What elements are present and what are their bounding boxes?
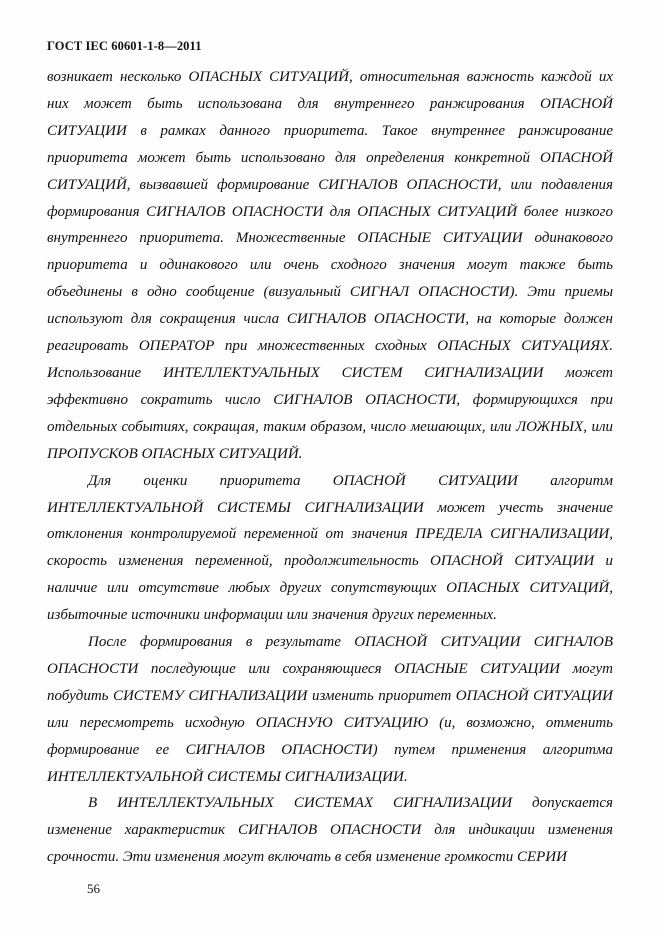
paragraph-continued: возникает несколько ОПАСНЫХ СИТУАЦИЙ, относительная важность каждой их них может быть использована для внутреннего ранжирования ОПАСНОЙ СИТУАЦИИ в рамках данного приоритета. Такое внутреннее ранжирование приоритета может быть использовано для определения конкретной ОПАСНОЙ СИТУАЦИЙ, вызвавшей формирование СИГНАЛОВ ОПАСНОСТИ, или подавления формирования СИГНАЛОВ ОПАСНОСТИ для ОПАСНЫХ СИТУАЦИЙ более низкого внутреннего приоритета. Множественные ОПАСНЫЕ СИТУАЦИИ одинакового приоритета и одинакового или очень сходного значения могут также быть объединены в одно сообщение (визуальный СИГНАЛ ОПАСНОСТИ). Эти приемы используют для сокращения числа СИГНАЛОВ ОПАСНОСТИ, на которые должен реагировать ОПЕРАТОР при множественных сходных ОПАСНЫХ СИТУАЦИЯХ. Использование ИНТЕЛЛЕКТУАЛЬНЫХ СИСТЕМ СИГНАЛИЗАЦИИ может эффективно сократить число СИГНАЛОВ ОПАСНОСТИ, формирующихся при отдельных событиях, сокращая, таким образом, число мешающих, или ЛОЖНЫХ, или ПРОПУСКОВ ОПАСНЫХ СИТУАЦИЙ. — [47, 69, 613, 462]
paragraph-intelligent-systems: В ИНТЕЛЛЕКТУАЛЬНЫХ СИСТЕМАХ СИГНАЛИЗАЦИИ допускается изменение характеристик СИГНАЛОВ ОПАСНОСТИ для индикации изменения срочности. Эти изменения могут включать в себя изменение громкости СЕРИИ — [47, 795, 613, 866]
page-number: 56 — [87, 881, 100, 896]
paragraph-after-signal-formation: После формирования в результате ОПАСНОЙ СИТУАЦИИ СИГНАЛОВ ОПАСНОСТИ последующие или сохраняющиеся ОПАСНЫЕ СИТУАЦИИ могут побудить СИСТЕМУ СИГНАЛИЗАЦИИ изменить приоритет ОПАСНОЙ СИТУАЦИИ или пересмотреть исходную ОПАСНУЮ СИТУАЦИЮ (и, возможно, отменить формирование ее СИГНАЛОВ ОПАСНОСТИ) путем применения алгоритма ИНТЕЛЛЕКТУАЛЬНОЙ СИСТЕМЫ СИГНАЛИЗАЦИИ. — [47, 634, 613, 785]
standard-header: ГОСТ IEC 60601-1-8—2011 — [47, 39, 202, 53]
document-body — [47, 64, 613, 871]
paragraph-priority-assessment: Для оценки приоритета ОПАСНОЙ СИТУАЦИИ алгоритм ИНТЕЛЛЕКТУАЛЬНОЙ СИСТЕМЫ СИГНАЛИЗАЦИИ может учесть значение отклонения контролируемой переменной от значения ПРЕДЕЛА СИГНАЛИЗАЦИИ, скорость изменения переменной, продолжительность ОПАСНОЙ СИТУАЦИИ и наличие или отсутствие любых других сопутствующих ОПАСНЫХ СИТУАЦИЙ, избыточные источники информации или значения других переменных. — [47, 472, 613, 624]
